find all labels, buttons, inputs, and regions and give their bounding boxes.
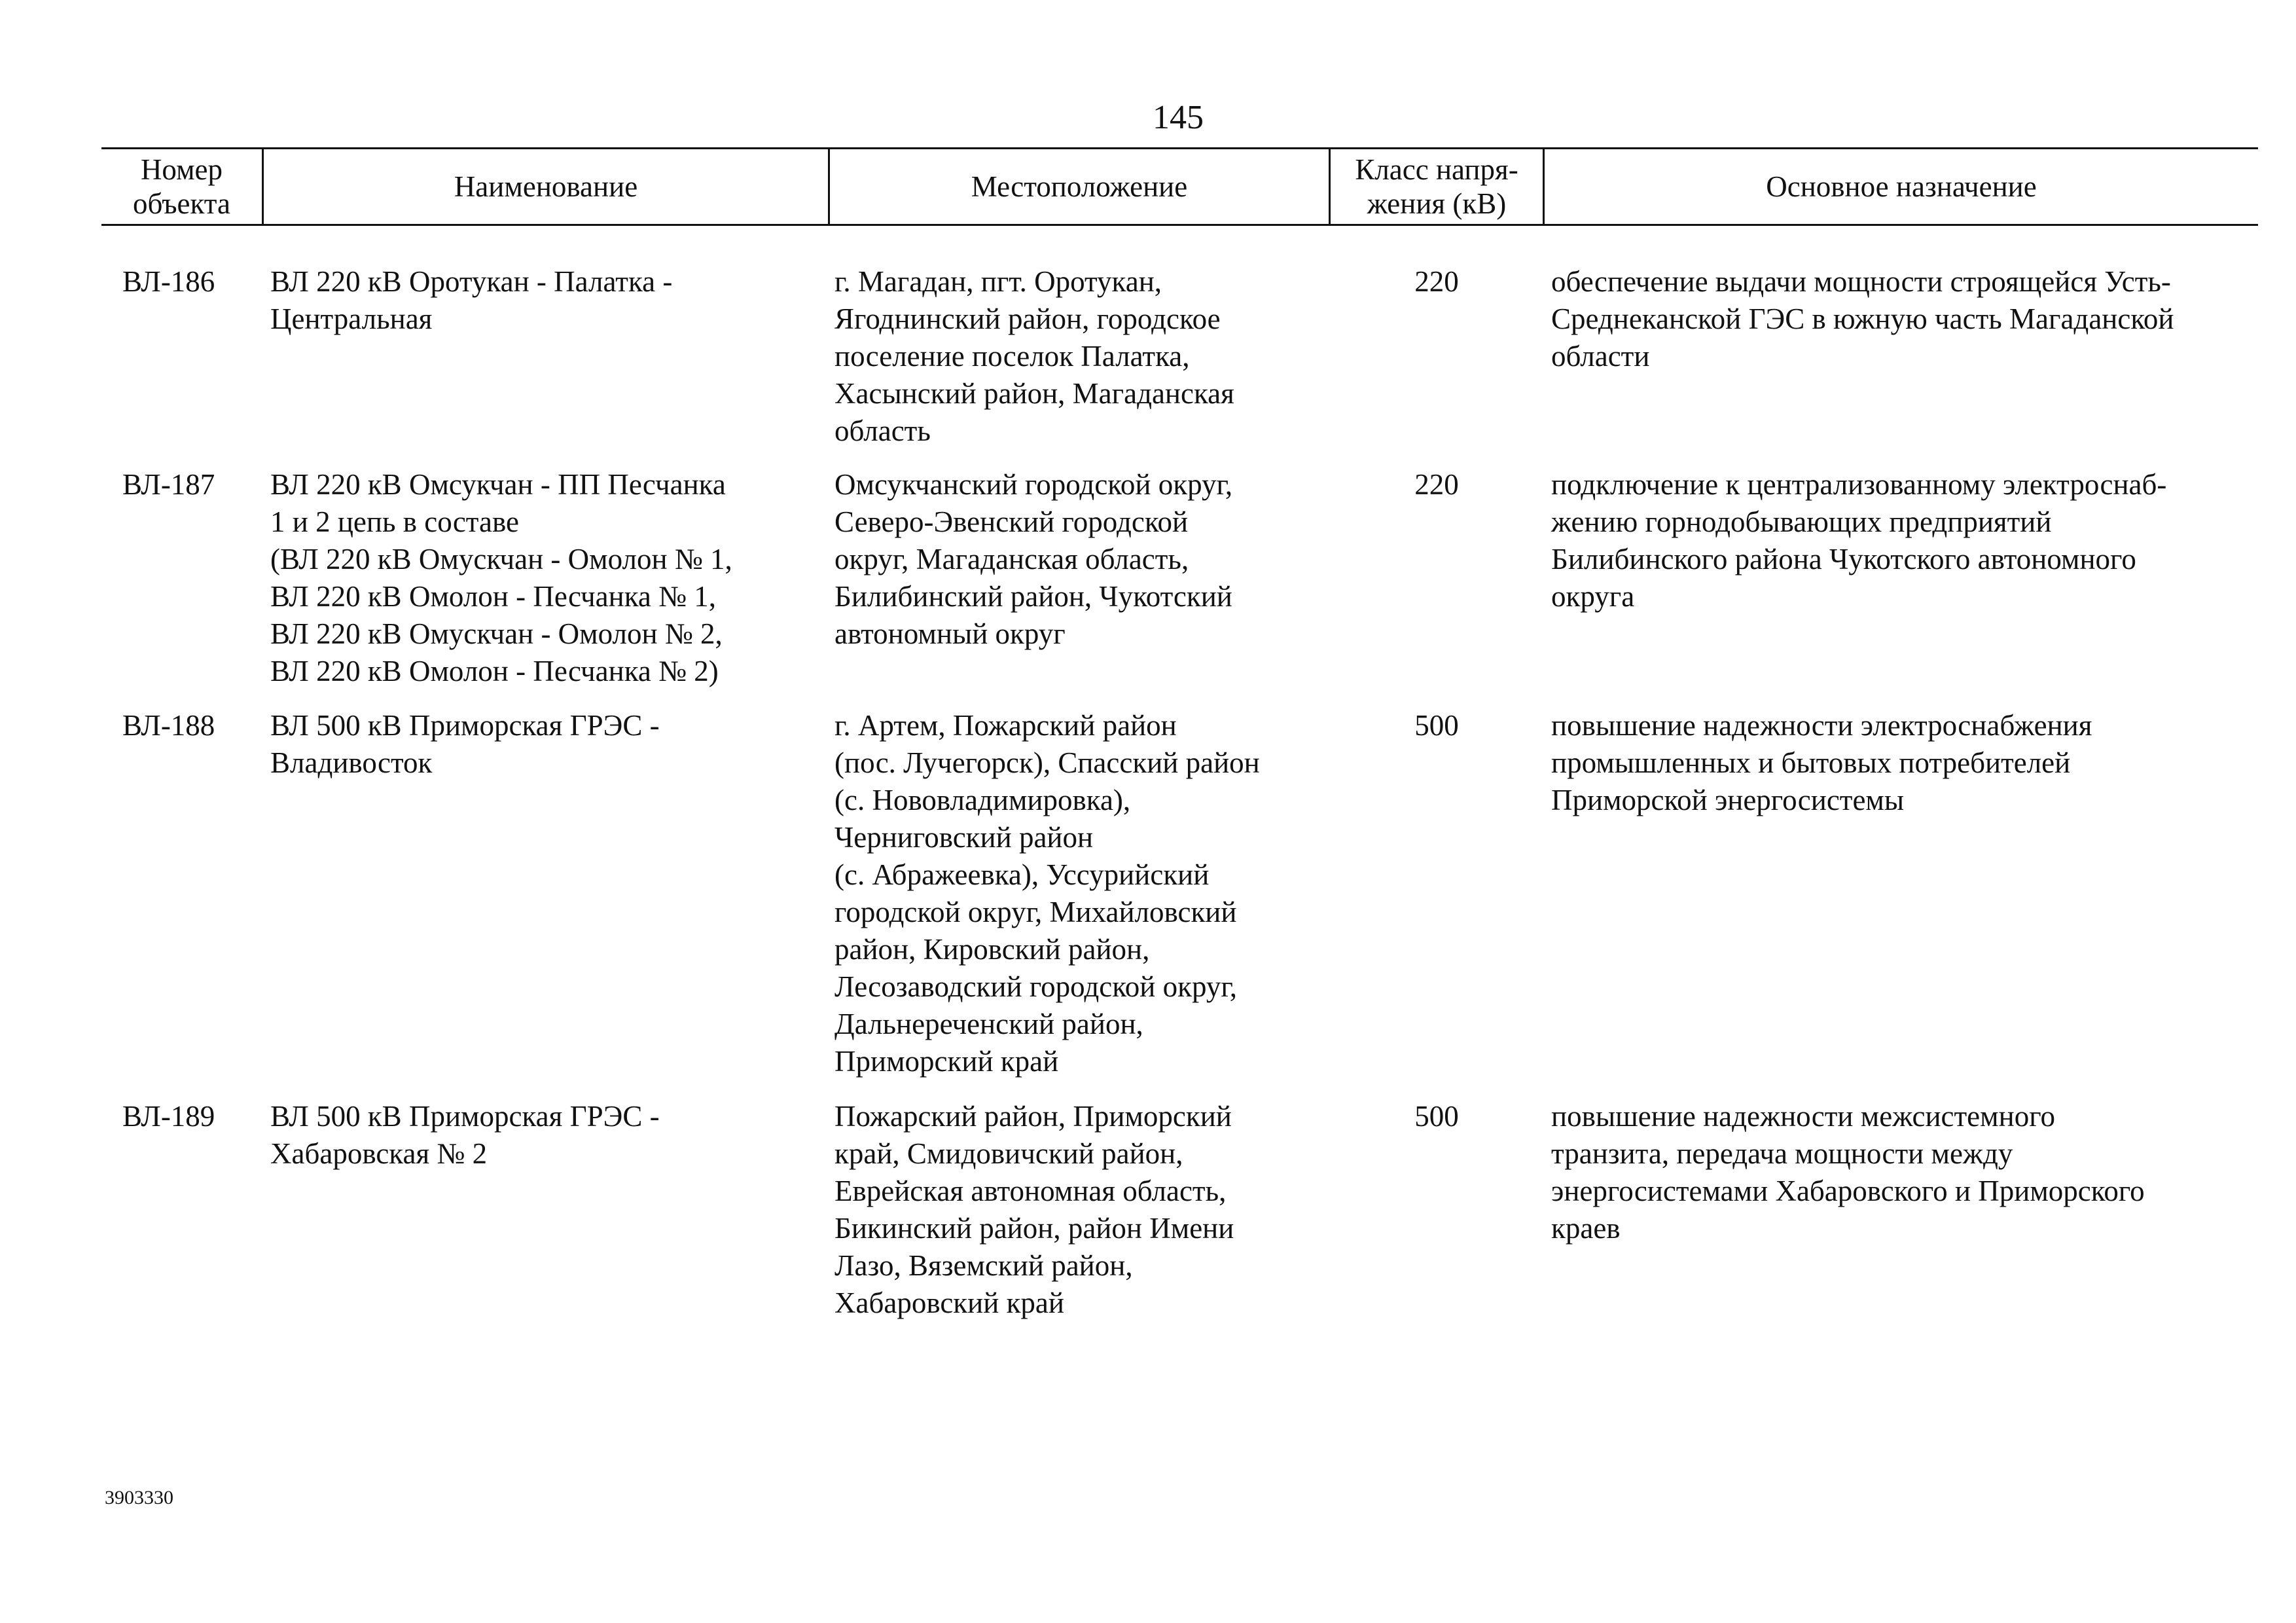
header-number-label: Номер объекта	[133, 153, 230, 220]
header-voltage-label: Класс напря- жения (кВ)	[1355, 153, 1518, 220]
header-location-label: Местоположение	[971, 170, 1188, 203]
row-purpose: подключение к централизованному электроснаб- жению горнодобывающих предприятий Билибинского района Чукотского автономного округа	[1551, 468, 2167, 613]
row-number: ВЛ-187	[122, 468, 215, 501]
row-name: ВЛ 500 кВ Приморская ГРЭС - Хабаровская № 2	[270, 1100, 660, 1170]
row-number: ВЛ-188	[122, 709, 215, 742]
row-voltage: 500	[1414, 709, 1459, 742]
row-voltage: 500	[1414, 1100, 1459, 1133]
row-purpose: повышение надежности межсистемного транзита, передача мощности между энергосистемами Хабаровского и Приморского краев	[1551, 1100, 2145, 1245]
row-purpose: повышение надежности электроснабжения промышленных и бытовых потребителей Приморской энергосистемы	[1551, 709, 2092, 816]
header-voltage	[1329, 149, 1543, 224]
header-name-label: Наименование	[454, 170, 638, 203]
document-code: 3903330	[105, 1487, 173, 1508]
row-number: ВЛ-186	[122, 265, 215, 298]
row-voltage: 220	[1414, 468, 1459, 501]
table-header	[101, 147, 2258, 226]
row-location: г. Магадан, пгт. Оротукан, Ягоднинский район, городское поселение поселок Палатка, Хасынский район, Магаданская область	[834, 265, 1234, 447]
header-purpose-label: Основное назначение	[1766, 170, 2037, 203]
row-name: ВЛ 500 кВ Приморская ГРЭС - Владивосток	[270, 709, 660, 779]
row-location: Пожарский район, Приморский край, Смидовичский район, Еврейская автономная область, Бикинский район, район Имени Лазо, Вяземский район, Хабаровский край	[834, 1100, 1234, 1319]
row-purpose: обеспечение выдачи мощности строящейся Усть- Среднеканской ГЭС в южную часть Магаданской области	[1551, 265, 2174, 373]
page-number: 145	[1153, 99, 1204, 136]
row-location: Омсукчанский городской округ, Северо-Эвенский городской округ, Магаданская область, Билибинский район, Чукотский автономный округ	[834, 468, 1233, 650]
header-purpose	[1543, 149, 2258, 224]
row-location: г. Артем, Пожарский район (пос. Лучегорск), Спасский район (с. Нововладимировка), Черниговский район (с. Абражеевка), Уссурийский городской округ, Михайловский район, Кировский район, Лесозаводский городской округ, Дальнереченский район, Приморский край	[834, 709, 1260, 1078]
header-location	[828, 149, 1329, 224]
row-number: ВЛ-189	[122, 1100, 215, 1133]
row-name: ВЛ 220 кВ Омсукчан - ПП Песчанка 1 и 2 цепь в составе (ВЛ 220 кВ Омускчан - Омолон № 1, ВЛ 220 кВ Омолон - Песчанка № 1, ВЛ 220 кВ Омускчан - Омолон № 2, ВЛ 220 кВ Омолон - Песчанка № 2)	[270, 468, 732, 687]
header-number	[101, 149, 262, 224]
row-voltage: 220	[1414, 265, 1459, 298]
row-name: ВЛ 220 кВ Оротукан - Палатка - Центральная	[270, 265, 673, 335]
header-name	[262, 149, 828, 224]
